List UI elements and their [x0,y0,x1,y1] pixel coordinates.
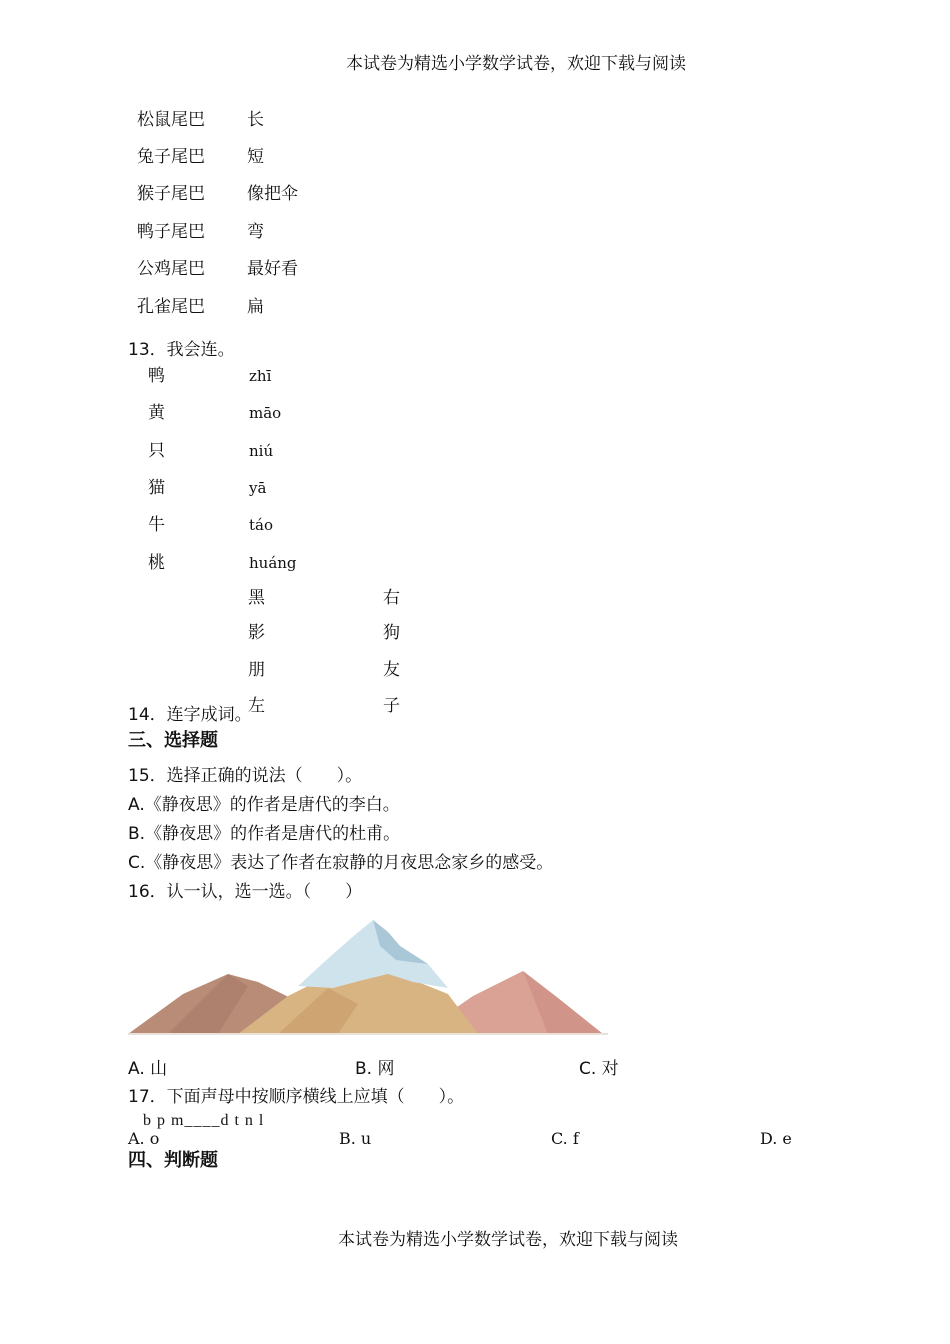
q15-title: 15．选择正确的说法（ ）。 [128,766,363,786]
q13-pinyin: zhī [249,367,272,385]
q14-col2-char: 友 [383,660,400,680]
q13-char: 只 [148,441,165,461]
q13-pinyin: táo [249,516,274,534]
q13-char: 猫 [148,478,165,498]
q12-left-item: 兔子尾巴 [137,147,205,167]
q17-option-a[interactable]: A. o [128,1129,160,1148]
q12-left-item: 孔雀尾巴 [137,297,205,317]
q12-left-item: 松鼠尾巴 [137,110,205,130]
q15-option-c[interactable]: C.《静夜思》表达了作者在寂静的月夜思念家乡的感受。 [128,853,554,873]
q12-right-item: 长 [247,110,264,130]
q13-pinyin: yā [249,479,267,497]
q16-option-c[interactable]: C. 对 [579,1059,619,1079]
q13-char: 桃 [148,553,165,573]
q15-option-a[interactable]: A.《静夜思》的作者是唐代的李白。 [128,795,400,815]
q14-col1-char: 朋 [248,660,265,680]
q13-char: 黄 [148,403,165,423]
q14-col1-char: 左 [248,696,265,716]
q12-right-item: 弯 [247,222,264,242]
q12-right-item: 短 [247,147,264,167]
q12-right-item: 像把伞 [247,184,298,204]
q14-col1-char: 影 [248,623,265,643]
mountain-image [128,916,608,1038]
q15-option-b[interactable]: B.《静夜思》的作者是唐代的杜甫。 [128,824,401,844]
q13-pinyin: māo [249,404,282,422]
q13-char: 牛 [148,515,165,535]
q14-col2-char: 子 [383,696,400,716]
q13-pinyin: huáng [249,554,297,572]
q17-option-b[interactable]: B. u [339,1129,372,1148]
q12-right-item: 最好看 [247,259,298,279]
q12-left-item: 猴子尾巴 [137,184,205,204]
q13-title: 13．我会连。 [128,340,235,360]
q16-title: 16．认一认，选一选。（ ） [128,882,363,902]
q17-title: 17．下面声母中按顺序横线上应填（ ）。 [128,1087,465,1107]
section-heading: 三、选择题 [128,730,218,751]
q14-title: 14．连字成词。 [128,705,252,725]
q16-option-b[interactable]: B. 网 [355,1059,395,1079]
q14-col2-char: 右 [383,588,400,608]
q16-option-a[interactable]: A. 山 [128,1059,168,1079]
q14-col2-char: 狗 [383,623,400,643]
q12-left-item: 公鸡尾巴 [137,259,205,279]
q13-char: 鸭 [148,366,165,386]
q13-pinyin: niú [249,442,274,460]
q12-right-item: 扁 [247,297,264,317]
page-header: 本试卷为精选小学数学试卷，欢迎下载与阅读 [346,54,686,74]
q17-option-d[interactable]: D. e [760,1129,792,1148]
section-heading: 四、判断题 [128,1150,218,1171]
q17-option-c[interactable]: C. f [551,1129,579,1148]
q14-col1-char: 黑 [248,588,265,608]
q12-left-item: 鸭子尾巴 [137,222,205,242]
page-footer: 本试卷为精选小学数学试卷，欢迎下载与阅读 [338,1230,678,1250]
q17-sequence: b p m____d t n l [143,1112,265,1129]
